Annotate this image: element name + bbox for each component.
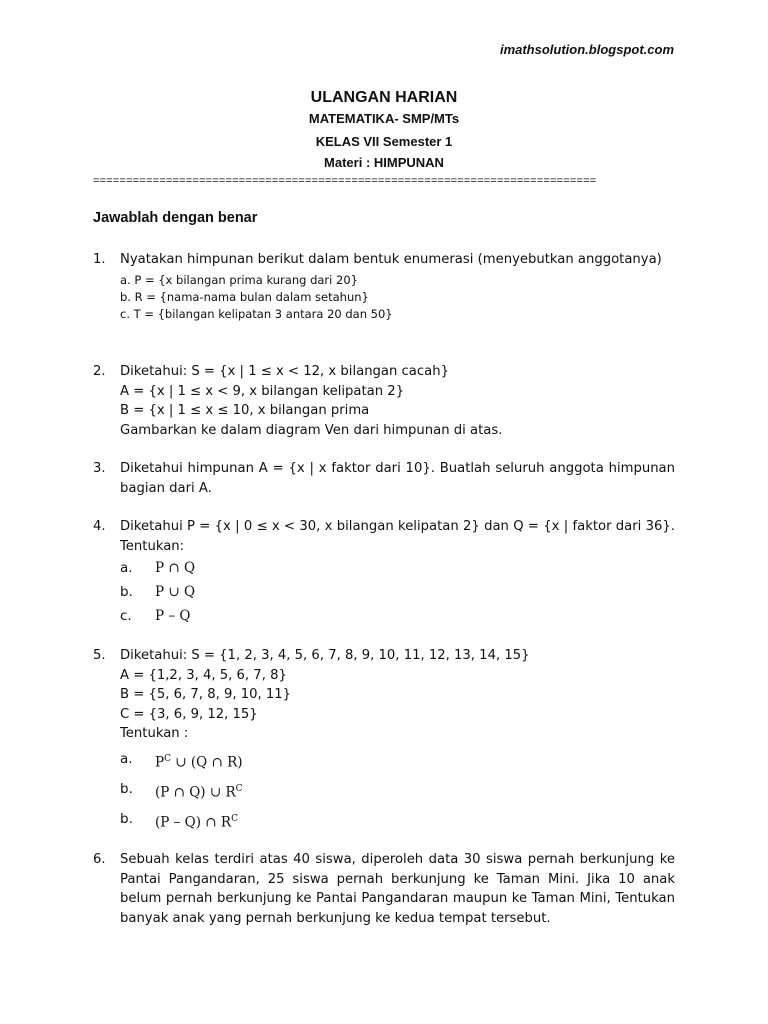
- question-6: [93, 850, 675, 928]
- question-line: B = {5, 6, 7, 8, 9, 10, 11}: [120, 687, 292, 702]
- topic-heading: Materi : HIMPUNAN: [324, 155, 444, 170]
- divider-line: ============================================================================: [93, 175, 597, 187]
- option-expression: P ∪ Q: [155, 584, 196, 600]
- question-text: Diketahui P = {x | 0 ≤ x < 30, x bilangan kelipatan 2} dan Q = {x | faktor dari 36}. Tentukan:: [120, 519, 675, 554]
- expr-base: P: [155, 754, 165, 770]
- question-line: Tentukan :: [120, 726, 189, 741]
- option-expression: P ∩ Q: [155, 560, 196, 576]
- question-text: Nyatakan himpunan berikut dalam bentuk enumerasi (menyebutkan anggotanya): [120, 252, 662, 267]
- expr-base: (P ∩ Q) ∪ R: [155, 784, 236, 800]
- option-label: a.: [120, 750, 133, 767]
- answer-option: [120, 580, 675, 604]
- answer-option: [120, 804, 675, 834]
- sub-item: c. T = {bilangan kelipatan 3 antara 20 dan 50}: [120, 306, 393, 321]
- answer-option: [120, 604, 675, 628]
- question-line: A = {1,2, 3, 4, 5, 6, 7, 8}: [120, 667, 287, 683]
- question-1: [93, 250, 675, 323]
- sub-item: b. R = {nama-nama bulan dalam setahun}: [120, 289, 369, 304]
- option-label: b.: [120, 584, 133, 600]
- complement-sup: C: [235, 783, 243, 794]
- question-3: [93, 459, 675, 498]
- question-number: 3.: [93, 461, 106, 476]
- option-expression: [155, 804, 238, 838]
- instruction-heading: Jawablah dengan benar: [93, 210, 258, 226]
- page-title: ULANGAN HARIAN: [310, 89, 458, 106]
- question-line: A = {x | 1 ≤ x < 9, x bilangan kelipatan 2}: [120, 383, 405, 399]
- option-expression: [155, 774, 243, 808]
- question-5: [93, 646, 675, 834]
- expr-rest: ∪ (Q ∩ R): [170, 754, 243, 770]
- option-label: b.: [120, 810, 133, 827]
- question-line: B = {x | 1 ≤ x ≤ 10, x bilangan prima: [120, 403, 370, 418]
- question-line: Gambarkan ke dalam diagram Ven dari himpunan di atas.: [120, 422, 503, 438]
- question-line: C = {3, 6, 9, 12, 15}: [120, 706, 258, 722]
- answer-option: [120, 774, 675, 804]
- question-text: Diketahui himpunan A = {x | x faktor dari 10}. Buatlah seluruh anggota himpunan bagian dari A.: [120, 461, 675, 496]
- class-heading: KELAS VII Semester 1: [315, 134, 453, 149]
- question-2: [93, 362, 675, 440]
- option-expression: [155, 744, 243, 778]
- question-line: Diketahui: S = {x | 1 ≤ x < 12, x bilangan cacah}: [120, 364, 449, 379]
- question-line: Diketahui: S = {1, 2, 3, 4, 5, 6, 7, 8, 9, 10, 11, 12, 13, 14, 15}: [120, 648, 530, 663]
- sub-item: a. P = {x bilangan prima kurang dari 20}: [120, 272, 358, 287]
- question-4: [93, 517, 675, 628]
- question-number: 2.: [93, 364, 106, 379]
- question-number: 4.: [93, 519, 106, 534]
- question-number: 6.: [93, 852, 106, 867]
- expr-base: (P – Q) ∩ R: [155, 814, 232, 830]
- question-number: 1.: [93, 252, 106, 267]
- option-label: b.: [120, 780, 133, 797]
- option-label: a.: [120, 560, 133, 576]
- option-label: c.: [120, 608, 132, 624]
- question-text: Sebuah kelas terdiri atas 40 siswa, diperoleh data 30 siswa pernah berkunjung ke Pantai Pangandaran, 25 siswa pernah berkunjung ke Taman Mini. Jika 10 anak belum pernah berkunjung ke Pantai Pangandaran maupun ke Taman Mini, Tentukan banyak anak yang pernah berkunjung ke kedua tempat tersebut.: [120, 852, 675, 926]
- complement-sup: C: [164, 753, 171, 764]
- complement-sup: C: [231, 813, 238, 824]
- answer-option: [120, 744, 675, 774]
- option-expression: P – Q: [155, 608, 191, 624]
- site-url: imathsolution.blogspot.com: [499, 42, 674, 57]
- subject-heading: MATEMATIKA- SMP/MTs: [308, 111, 460, 126]
- answer-option: [120, 556, 675, 580]
- question-number: 5.: [93, 648, 106, 663]
